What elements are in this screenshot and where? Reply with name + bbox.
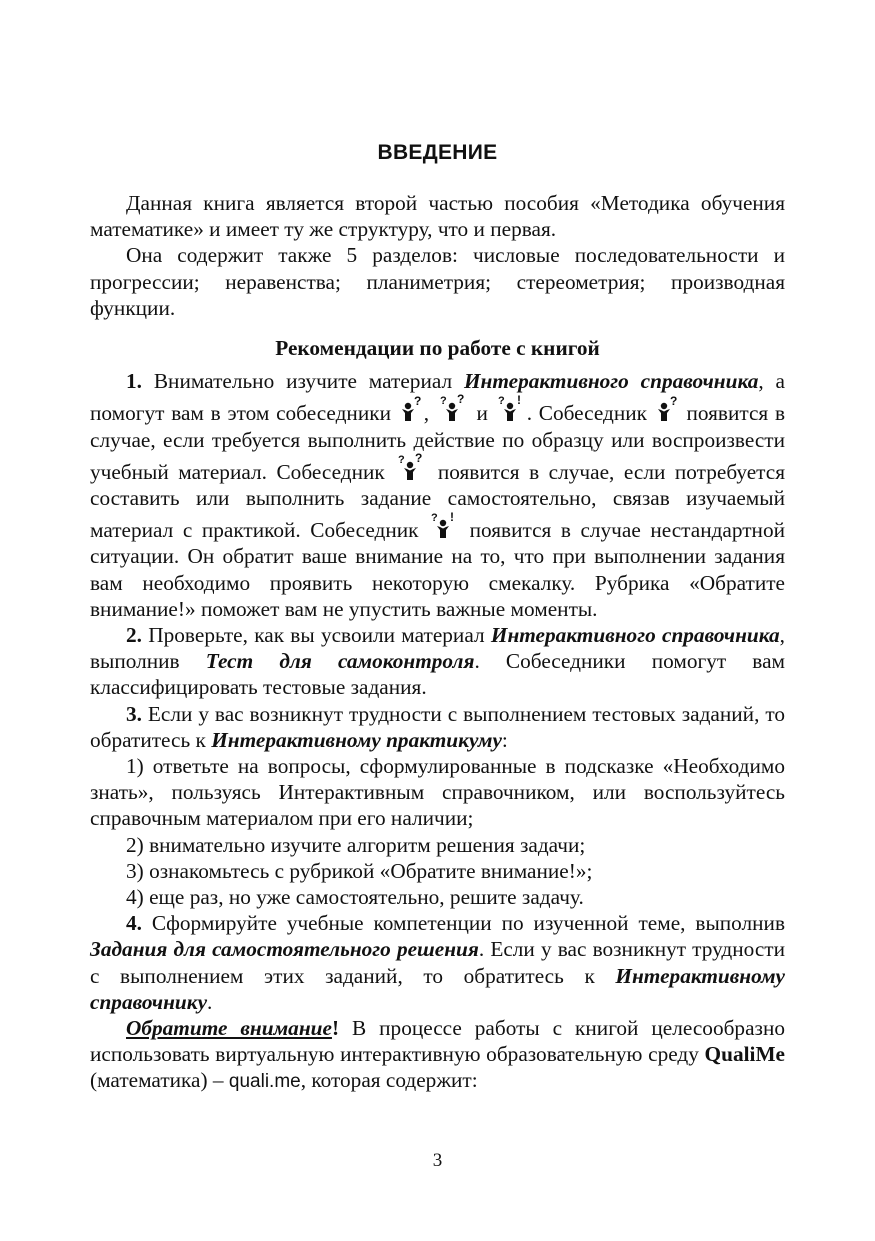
recommendation-1: 1. Внимательно изучите материал Интерактивного справочника, а помогут вам в этом собеседники ? , ? ? и ? ! . Собеседник ? появится в случае, если требуется выполнить действие по образцу или воспроизвести учебный материал. Собеседник ? ? появится в случае, если потребуется составить или выполнить задание самостоятельно, связав изучаемый материал с практикой. Собеседник ? ! появится в случае нестандартной ситуации. Он обратит ваше внимание на то, что при выполнении задания вам необходимо проявить некоторую смекалку. Рубрика «Обратите внимание!» поможет вам не упустить важные моменты. [90,369,785,621]
site-url[interactable]: quali.me [228,1071,301,1093]
rec1-number: 1. [126,369,142,394]
rec4-number: 4. [126,911,142,936]
svg-text:?: ? [669,396,678,409]
person-two-questions-icon [438,394,468,422]
step-1: 1) ответьте на вопросы, сформулированные в подсказке «Необходимо знать», пользуясь Интерактивным справочником, или воспользуйтесь справочным материалом при его наличии; [90,754,785,831]
svg-text:?: ? [439,395,447,408]
recommendation-3: 3. Если у вас возникнут трудности с выполнением тестовых заданий, то обратитесь к Интерактивному практикуму: [90,701,785,752]
rec2-term-test: Тест для самоконтроля [205,649,475,674]
svg-text:?: ? [415,452,423,465]
rec3-term: Интерактивному практикуму [211,727,502,752]
note-paragraph: Обратите внимание! В процессе работы с книгой целесообразно использовать виртуальную интерактивную образовательную среду QualiMe (математика) – quali.me, которая содержит: [90,1016,785,1093]
page-number: 3 [432,1150,443,1171]
svg-text:!: ! [516,394,521,408]
rec3-number: 3. [126,701,142,726]
person-question-icon [400,396,422,422]
svg-text:!: ! [450,511,455,525]
rec4-term-tasks: Задания для самостоятельного решения [90,937,479,962]
intro-section [90,190,785,321]
brand-name: QualiMe [704,1042,785,1067]
step-4: 4) еще раз, но уже самостоятельно, решите задачу. [126,885,584,910]
step-3: 3) ознакомьтесь с рубрикой «Обратите внимание!»; [126,858,593,883]
person-question-exclamation-icon [430,511,458,539]
page-title: ВВЕДЕНИЕ [377,141,498,164]
svg-text:?: ? [398,453,406,466]
svg-text:?: ? [431,512,438,525]
recommendation-2: 2. Проверьте, как вы усвоили материал Интерактивного справочника, выполнив Тест для самоконтроля. Собеседники помогут вам классифицировать тестовые задания. [90,623,786,700]
recommendations-section [90,335,785,1096]
person-question-icon [656,396,678,422]
note-label: Обратите внимание [126,1016,332,1041]
person-two-questions-icon [396,453,426,481]
rec1-term: Интерактивного справочника [463,369,759,394]
rec4-term-reference: Интерактивному справочнику [90,963,785,1014]
rec2-term-reference: Интерактивного справочника [490,623,780,648]
svg-text:?: ? [413,396,422,409]
rec1-text-a: Внимательно изучите материал [141,369,464,394]
recommendations-title: Рекомендации по работе с книгой [275,336,600,360]
step-2: 2) внимательно изучите алгоритм решения задачи; [126,832,586,857]
svg-text:?: ? [456,394,465,407]
recommendation-4: 4. Сформируйте учебные компетенции по изученной теме, выполнив Задания для самостоятельного решения. Если у вас возникнут трудности с выполнением этих заданий, то обратитесь к Интерактивному справочнику. [90,911,785,1014]
person-question-exclamation-icon [497,394,525,422]
rec1-text-c: , а помогут вам в этом собеседники [90,369,785,426]
intro-paragraph-1: Данная книга является второй частью пособия «Методика обучения математике» и имеет ту же структуру, что и первая. [90,191,785,242]
rec2-number: 2. [126,623,142,648]
intro-paragraph-2: Она содержит также 5 разделов: числовые последовательности и прогрессии; неравенства; планиметрия; стереометрия; производная функции. [90,243,785,320]
svg-text:?: ? [497,395,505,408]
